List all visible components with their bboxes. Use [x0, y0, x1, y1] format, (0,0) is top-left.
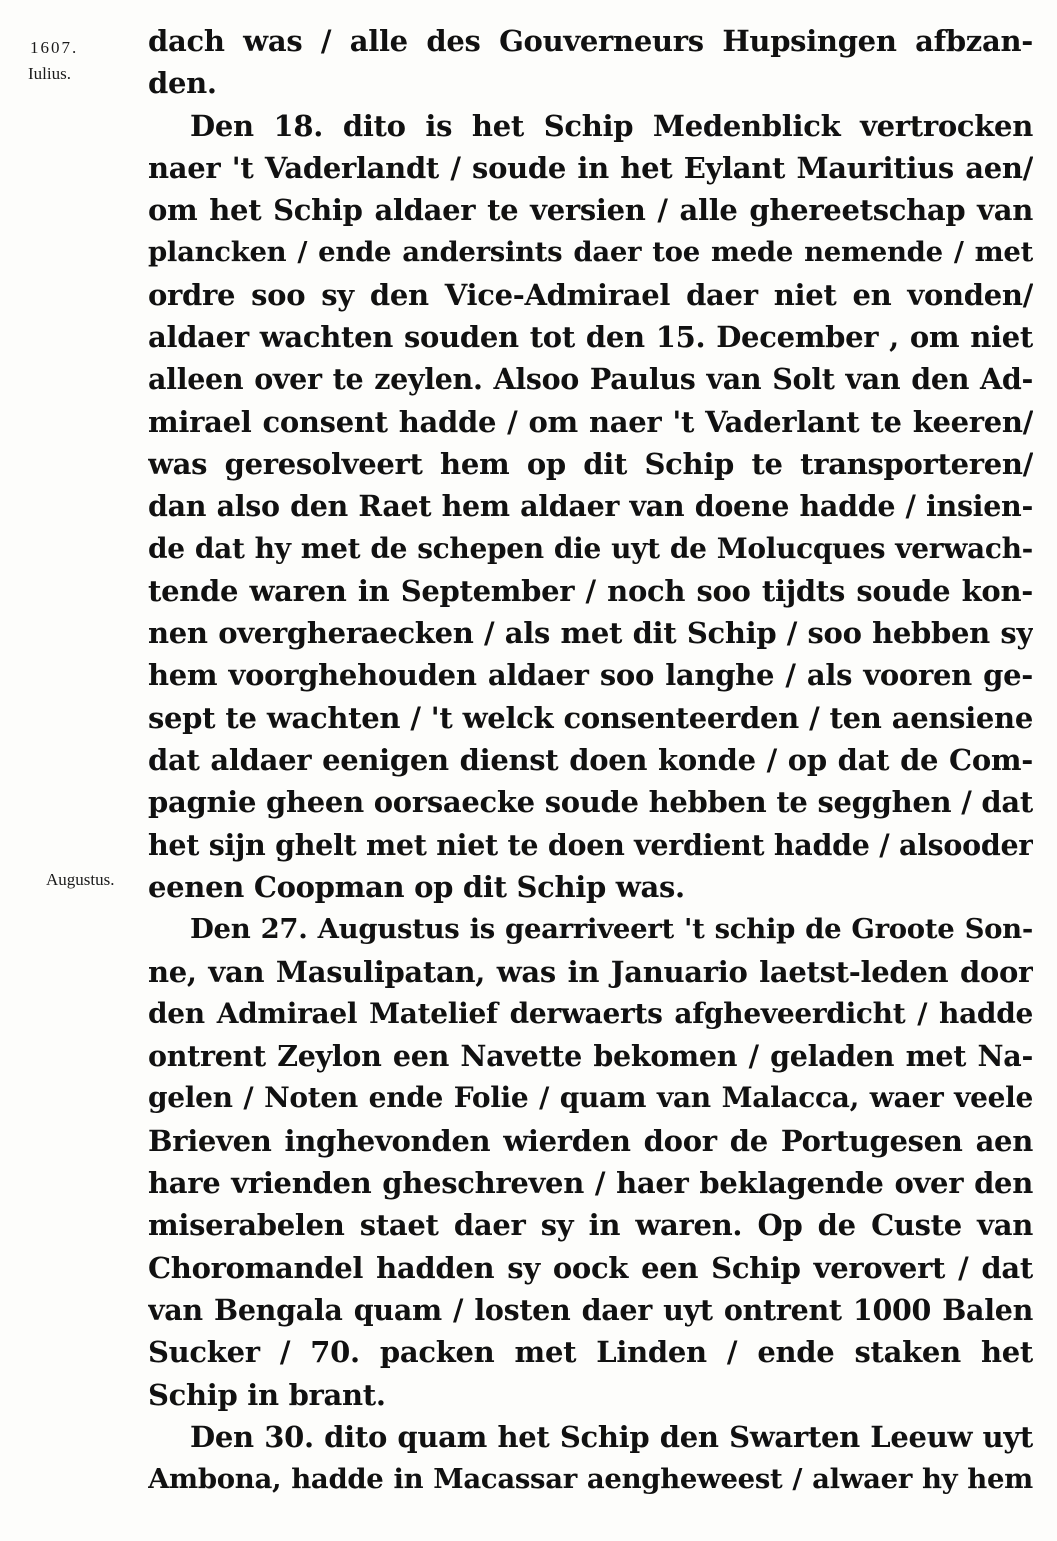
text-line: dach was / alle des Gouverneurs Hupsingen afbzan- [148, 24, 1033, 58]
text-line: van Bengala quam / losten daer uyt ontrent 1000 Balen [148, 1292, 1033, 1327]
text-line: gelen / Noten ende Folie / quam van Malacca, waer veele [148, 1081, 1033, 1115]
text-line: aldaer wachten souden tot den 15. December , om niet [148, 320, 1033, 355]
text-line: Den 27. Augustus is gearriveert 't schip de Groote Son- [190, 913, 1033, 946]
text-line: Choromandel hadden sy oock een Schip verovert / dat [148, 1250, 1033, 1285]
text-line: Den 18. dito is het Schip Medenblick vertrocken [190, 108, 1033, 143]
text-line: mirael consent hadde / om naer 't Vaderlant te keeren/ [148, 404, 1033, 439]
text-line: hem voorghehouden aldaer soo langhe / als vooren ge- [148, 658, 1033, 693]
body-text [148, 20, 1033, 1500]
margin-month-julius: Iulius. [28, 64, 71, 83]
text-line: dat aldaer eenigen dienst doen konde / op dat de Com- [148, 743, 1033, 778]
text-line: ontrent Zeylon een Navette bekomen / geladen met Na- [148, 1039, 1033, 1074]
text-line: ne, van Masulipatan, was in Januario laetst-leden door [148, 954, 1033, 989]
text-line: Brieven inghevonden wierden door de Portugesen aen [148, 1123, 1033, 1158]
text-line: ordre soo sy den Vice-Admirael daer niet en vonden/ [148, 277, 1033, 312]
text-line: eenen Coopman op dit Schip was. [148, 869, 685, 904]
text-line: nen overgheraecken / als met dit Schip / soo hebben sy [148, 616, 1033, 651]
text-line: pagnie gheen oorsaecke soude hebben te segghen / dat [148, 785, 1033, 820]
text-line: Den 30. dito quam het Schip den Swarten Leeuw uyt [190, 1419, 1033, 1454]
text-line: de dat hy met de schepen die uyt de Molucques verwach- [148, 531, 1033, 565]
text-line: den Admirael Matelief derwaerts afgheveerdicht / hadde [148, 996, 1033, 1030]
text-line: Sucker / 70. packen met Linden / ende staken het [148, 1335, 1033, 1370]
text-line: plancken / ende andersints daer toe mede nemende / met [148, 236, 1033, 269]
text-line: Schip in brant. [148, 1377, 386, 1412]
text-line: dan also den Raet hem aldaer van doene hadde / insien- [148, 489, 1033, 524]
text-line: tende waren in September / noch soo tijdts soude kon- [148, 573, 1033, 608]
text-line: naer 't Vaderlandt / soude in het Eylant Mauritius aen/ [148, 150, 1033, 185]
text-line: het sijn ghelt met niet te doen verdient hadde / alsooder [148, 827, 1033, 862]
text-line: om het Schip aldaer te versien / alle ghereetschap van [148, 193, 1033, 228]
text-line: den. [148, 66, 217, 101]
margin-month-augustus: Augustus. [46, 870, 115, 889]
text-line: alleen over te zeylen. Alsoo Paulus van Solt van den Ad- [148, 362, 1033, 397]
text-line: was geresolveert hem op dit Schip te transporteren/ [148, 446, 1033, 481]
text-line: hare vrienden gheschreven / haer beklagende over den [148, 1166, 1033, 1201]
text-line: miserabelen staet daer sy in waren. Op de Custe van [148, 1208, 1033, 1243]
text-line: sept te wachten / 't welck consenteerden / ten aensiene [148, 700, 1033, 735]
margin-year: 1607. [30, 38, 79, 57]
text-line: Ambona, hadde in Macassar aengheweest / alwaer hy hem [148, 1463, 1033, 1496]
